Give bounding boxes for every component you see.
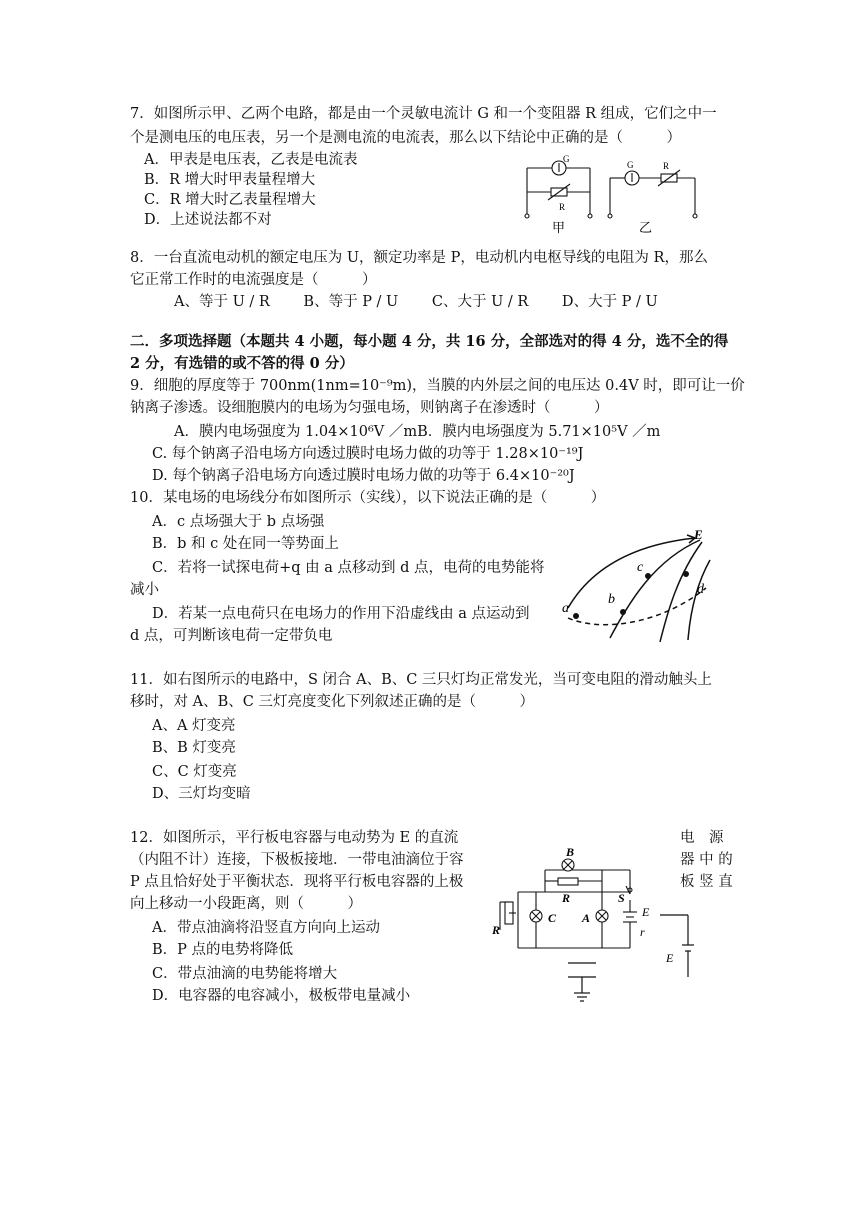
q8-stem-line1: 8．一台直流电动机的额定电压为 U，额定功率是 P，电动机内电枢导线的电阻为 R，那么 [130,250,708,266]
q12-fig-e-label: E [666,951,674,965]
q7-fig-yi-label: 乙 [639,220,653,235]
q12-stem-line1: 12．如图所示，平行板电容器与电动势为 E 的直流 [130,830,459,846]
q10-fig-a-label: a [562,601,569,616]
q7-stem-line2: 个是测电压的电压表，另一个是测电流的电流表，那么以下结论中正确的是（ ） [130,130,681,146]
q12-option-a: A．带点油滴将沿竖直方向向上运动 [152,920,380,936]
q11-fig-r1-label: R [562,891,571,905]
q11-stem-line2: 移时，对 A、B、C 三灯亮度变化下列叙述正确的是（ ） [130,694,534,710]
q7-fig-jia-label: 甲 [552,220,566,235]
q10-option-a: A．c 点场强大于 b 点场强 [152,514,325,530]
q11-option-d: D、三灯均变暗 [152,786,251,802]
q7-option-d: D．上述说法都不对 [144,212,272,228]
q12-stem-line2: （内阻不计）连接，下极板接地．一带电油滴位于容 [130,852,464,868]
q11-fig-r2-label: R [492,923,501,937]
q12-stem-line2-right: 器 中 的 [680,852,733,868]
q9-option-c: C. 每个钠离子沿电场方向透过膜时电场力做的功等于 1.28×10⁻¹⁹J [152,446,584,462]
q10-option-d-line1: D．若某一点电荷只在电场力的作用下沿虚线由 a 点运动到 [152,606,530,622]
q7-option-b: B．R 增大时甲表量程增大 [144,172,316,188]
q7-fig-g-label: G [563,154,570,164]
q10-fig-c-label: c [637,560,644,575]
q11-option-a: A、A 灯变亮 [152,718,236,734]
q12-capacitor-figure [560,905,710,1010]
q7-stem-line1: 7．如图所示甲、乙两个电路，都是由一个灵敏电流计 G 和一个变阻器 R 组成，它们之中一 [130,106,717,122]
q12-stem-line4: 向上移动一小段距离，则（ ） [130,896,362,912]
q9-stem-line2: 钠离子渗透。设细胞膜内的电场为匀强电场，则钠离子在渗透时（ ） [130,400,609,416]
q12-option-c: C．带点油滴的电势能将增大 [152,966,338,982]
q12-stem-line3-right: 板 竖 直 [680,874,733,890]
q8-stem-line2: 它正常工作时的电流强度是（ ） [130,272,377,288]
q10-field-lines-figure [560,527,720,645]
q12-stem-line1-right: 电 源 [680,830,724,846]
q9-option-d: D. 每个钠离子沿电场方向透过膜时电场力做的功等于 6.4×10⁻²⁰J [152,468,575,484]
q9-stem-line1: 9．细胞的厚度等于 700nm(1nm=10⁻⁹m)，当膜的内外层之间的电压达 0.4V 时，即可让一价 [130,378,745,394]
q7-option-c: C．R 增大时乙表量程增大 [144,192,316,208]
q9-option-ab: A．膜内电场强度为 1.04×10⁶V ／mB．膜内电场强度为 5.71×10⁵V ／m [174,424,661,440]
q7-fig-r2-label: R [663,161,670,171]
q12-option-d: D．电容器的电容减小，极板带电量减小 [152,988,411,1004]
q11-fig-c-label: C [548,911,557,925]
q8-options: A、等于 U / R B、等于 P / U C、大于 U / R D、大于 P / U [174,294,658,310]
q7-fig-g2-label: G [627,160,634,170]
q11-option-c: C、C 灯变亮 [152,764,237,780]
section2-heading-line2: 2 分，有选错的或不答的得 0 分） [130,355,354,372]
q11-fig-b-label: B [566,845,575,859]
q10-option-c-line2: 减小 [130,582,159,598]
q10-fig-d-label: d [697,582,704,597]
q10-fig-e-label: E [694,527,703,542]
q11-fig-a-label: A [582,911,591,925]
q11-fig-e-label: E [642,905,650,919]
section2-heading-line1: 二．多项选择题（本题共 4 小题，每小题 4 分，共 16 分，全部选对的得 4 分，选不全的得 [130,333,729,350]
q10-option-d-line2: d 点，可判断该电荷一定带负电 [130,628,333,644]
q12-option-b: B．P 点的电势将降低 [152,942,294,958]
q12-stem-line3: P 点且恰好处于平衡状态．现将平行板电容器的上极 [130,874,464,890]
q11-option-b: B、B 灯变亮 [152,740,236,756]
q10-stem: 10．某电场的电场线分布如图所示（实线），以下说法正确的是（ ） [130,490,606,506]
q11-fig-r-small-label: r [640,925,645,939]
q7-fig-r-label: R [559,202,566,212]
q10-option-b: B．b 和 c 处在同一等势面上 [152,536,339,552]
q11-fig-s-label: S [618,891,625,905]
q10-option-c-line1: C．若将一试探电荷+q 由 a 点移动到 d 点，电荷的电势能将 [152,560,545,576]
q7-option-a: A．甲表是电压表，乙表是电流表 [144,152,358,168]
q7-circuit-figure [515,148,705,238]
q11-stem-line1: 11．如右图所示的电路中，S 闭合 A、B、C 三只灯均正常发光，当可变电阻的滑动触头上 [130,672,712,688]
q10-fig-b-label: b [608,592,615,607]
